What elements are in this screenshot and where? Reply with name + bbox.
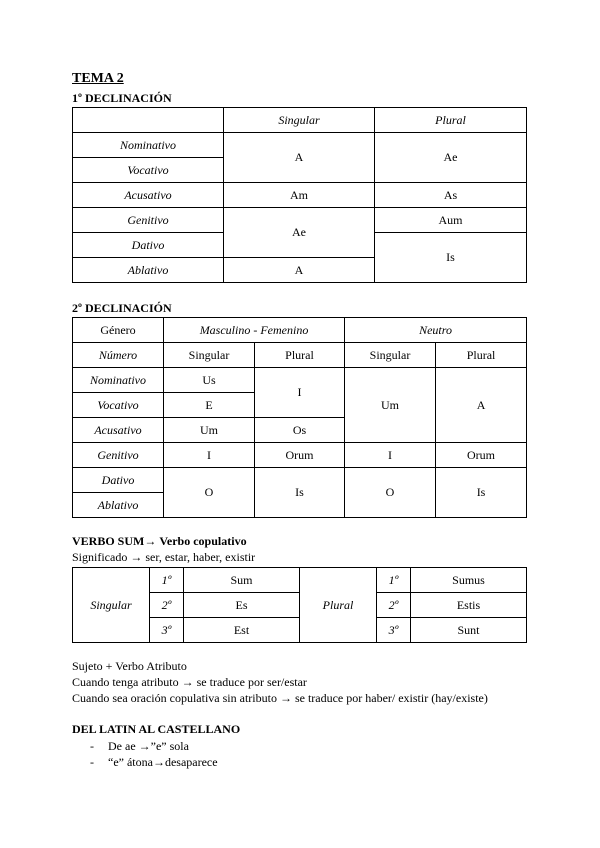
latin-bullet-1 <box>90 739 189 754</box>
decl2-databl-n-pl: Is <box>436 468 527 518</box>
decl2-gen-mf-sg: I <box>164 443 255 468</box>
decl1-col-singular: Singular <box>224 108 375 133</box>
verbo-sg-person-2: 2º <box>150 593 184 618</box>
decl2-heading: 2º DECLINACIÓN <box>72 301 172 315</box>
verbo-plural-label: Plural <box>300 568 377 643</box>
decl1-acu-pl: As <box>375 183 527 208</box>
verbo-pl-person-1: 1º <box>377 568 411 593</box>
verbo-sg-form-1: Sum <box>184 568 300 593</box>
arrow-icon: → <box>144 534 160 548</box>
decl2-gen-n-sg: I <box>345 443 436 468</box>
decl2-acu-mf-sg: Um <box>164 418 255 443</box>
decl2-row-nominativo: Nominativo <box>73 368 164 393</box>
latin-bullet-1-text: De ae →”e” sola <box>108 739 189 753</box>
bullet-marker: - <box>90 755 94 769</box>
decl2-nom-mf-sg: Us <box>164 368 255 393</box>
decl2-databl-n-sg: O <box>345 468 436 518</box>
verbo-significado: Significado → ser, estar, haber, existir <box>72 550 256 564</box>
verbo-pl-form-1: Sumus <box>411 568 527 593</box>
decl2-row-ablativo: Ablativo <box>73 493 164 518</box>
page-title: TEMA 2 <box>72 71 124 86</box>
verbo-pl-person-3: 3º <box>377 618 411 643</box>
verbo-pl-form-2: Estis <box>411 593 527 618</box>
decl1-abl-sg: A <box>224 258 375 283</box>
decl1-row-genitivo: Genitivo <box>73 208 224 233</box>
decl2-n-plural: Plural <box>436 343 527 368</box>
verbo-sg-person-3: 3º <box>150 618 184 643</box>
decl2-row-dativo: Dativo <box>73 468 164 493</box>
verbo-pl-person-2: 2º <box>377 593 411 618</box>
decl2-databl-mf-pl: Is <box>255 468 345 518</box>
decl1-gendat-sg: Ae <box>224 208 375 258</box>
verbo-pl-form-3: Sunt <box>411 618 527 643</box>
verbo-table <box>72 567 527 643</box>
decl2-n-pl: A <box>436 368 527 443</box>
decl1-row-dativo: Dativo <box>73 233 224 258</box>
verbo-heading <box>72 534 247 549</box>
decl1-acu-sg: Am <box>224 183 375 208</box>
decl2-voc-mf-sg: E <box>164 393 255 418</box>
decl2-n-singular: Singular <box>345 343 436 368</box>
decl2-genero: Género <box>73 318 164 343</box>
decl1-row-acusativo: Acusativo <box>73 183 224 208</box>
decl2-mf-plural: Plural <box>255 343 345 368</box>
note-line-3: Cuando sea oración copulativa sin atributo → se traduce por haber/ existir (hay/existe) <box>72 691 488 705</box>
decl1-table <box>72 107 527 283</box>
verbo-singular-label: Singular <box>73 568 150 643</box>
decl1-nomvoc-pl: Ae <box>375 133 527 183</box>
decl2-table <box>72 317 527 518</box>
bullet-marker: - <box>90 739 94 753</box>
decl2-databl-mf-sg: O <box>164 468 255 518</box>
decl2-row-genitivo: Genitivo <box>73 443 164 468</box>
verbo-heading-b: Verbo copulativo <box>159 534 247 548</box>
decl2-neutro: Neutro <box>345 318 527 343</box>
decl2-n-sg: Um <box>345 368 436 443</box>
decl1-gen-pl: Aum <box>375 208 527 233</box>
latin-bullet-2 <box>90 755 218 770</box>
decl1-row-nominativo: Nominativo <box>73 133 224 158</box>
note-line-2: Cuando tenga atributo → se traduce por ser/estar <box>72 675 307 689</box>
latin-bullet-2-text: “e” átona→desaparece <box>108 755 218 769</box>
decl1-nomvoc-sg: A <box>224 133 375 183</box>
verbo-sg-form-3: Est <box>184 618 300 643</box>
decl2-numero: Número <box>73 343 164 368</box>
verbo-sg-person-1: 1º <box>150 568 184 593</box>
verbo-heading-a: VERBO SUM <box>72 534 145 548</box>
decl2-acu-mf-pl: Os <box>255 418 345 443</box>
decl2-nomvoc-mf-pl: I <box>255 368 345 418</box>
verbo-sg-form-2: Es <box>184 593 300 618</box>
decl2-row-vocativo: Vocativo <box>73 393 164 418</box>
decl1-corner <box>73 108 224 133</box>
decl2-masc-fem: Masculino - Femenino <box>164 318 345 343</box>
note-line-1: Sujeto + Verbo Atributo <box>72 659 187 673</box>
decl2-row-acusativo: Acusativo <box>73 418 164 443</box>
decl2-gen-mf-pl: Orum <box>255 443 345 468</box>
decl2-gen-n-pl: Orum <box>436 443 527 468</box>
latin-heading: DEL LATIN AL CASTELLANO <box>72 722 241 736</box>
decl2-mf-singular: Singular <box>164 343 255 368</box>
decl1-row-vocativo: Vocativo <box>73 158 224 183</box>
decl1-col-plural: Plural <box>375 108 527 133</box>
decl1-row-ablativo: Ablativo <box>73 258 224 283</box>
decl1-databl-pl: Is <box>375 233 527 283</box>
decl1-heading: 1º DECLINACIÓN <box>72 91 172 105</box>
